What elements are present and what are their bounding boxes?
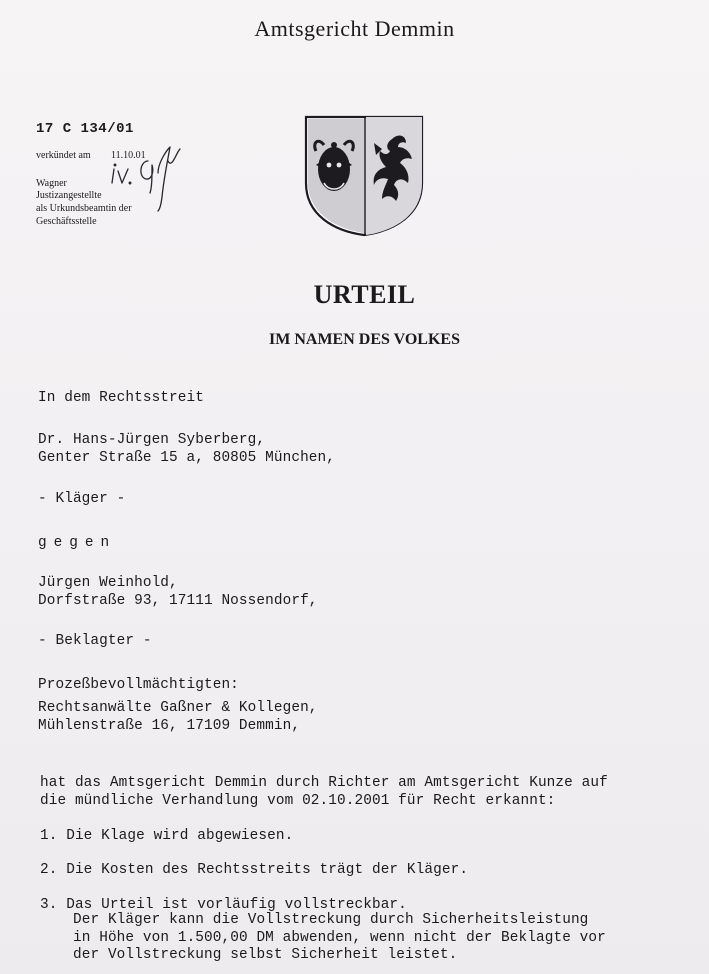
against-text: gegen [38,535,117,551]
ruling-item-3: 3. Das Urteil ist vorläufig vollstreckbar. [40,897,407,913]
ruling-intro-line-1: hat das Amtsgericht Demmin durch Richter am Amtsgericht Kunze auf [40,775,608,791]
announced-date: 11.10.01 [111,150,146,161]
defendant-role: - Beklagter - [38,633,152,649]
clerk-role: als Urkundsbeamtin der [36,203,132,214]
court-heading: Amtsgericht Demmin [254,16,455,41]
ruling-item-3-line-3: in Höhe von 1.500,00 DM abwenden, wenn nicht der Beklagte vor [73,930,606,946]
case-number: 17 C 134/01 [36,121,134,137]
handwritten-signature [108,143,188,213]
judgment-subtitle: IM NAMEN DES VOLKES [269,331,460,348]
clerk-title: Justizangestellte [36,190,102,201]
announced-label: verkündet am [36,150,91,161]
counsel-label: Prozeßbevollmächtigten: [38,677,239,693]
ruling-item-2: 2. Die Kosten des Rechtsstreits trägt der Kläger. [40,862,469,878]
clerk-office: Geschäftsstelle [36,216,97,227]
clerk-name: Wagner [36,178,67,189]
defendant-address: Dorfstraße 93, 17111 Nossendorf, [38,593,318,609]
ruling-item-3-line-2: Der Kläger kann die Vollstreckung durch Sicherheitsleistung [73,912,589,928]
counsel-name: Rechtsanwälte Gaßner & Kollegen, [38,700,318,716]
plaintiff-name: Dr. Hans-Jürgen Syberberg, [38,432,266,448]
ruling-intro-line-2: die mündliche Verhandlung vom 02.10.2001 für Recht erkannt: [40,793,556,809]
judgment-title: URTEIL [313,280,416,309]
defendant-name: Jürgen Weinhold, [38,575,178,591]
coat-of-arms-emblem [302,113,426,239]
ruling-item-3-line-4: der Vollstreckung selbst Sicherheit leistet. [73,947,458,963]
intro-text: In dem Rechtsstreit [38,390,204,406]
ruling-item-1: 1. Die Klage wird abgewiesen. [40,828,294,844]
plaintiff-role: - Kläger - [38,491,126,507]
counsel-address: Mühlenstraße 16, 17109 Demmin, [38,718,301,734]
plaintiff-address: Genter Straße 15 a, 80805 München, [38,450,336,466]
